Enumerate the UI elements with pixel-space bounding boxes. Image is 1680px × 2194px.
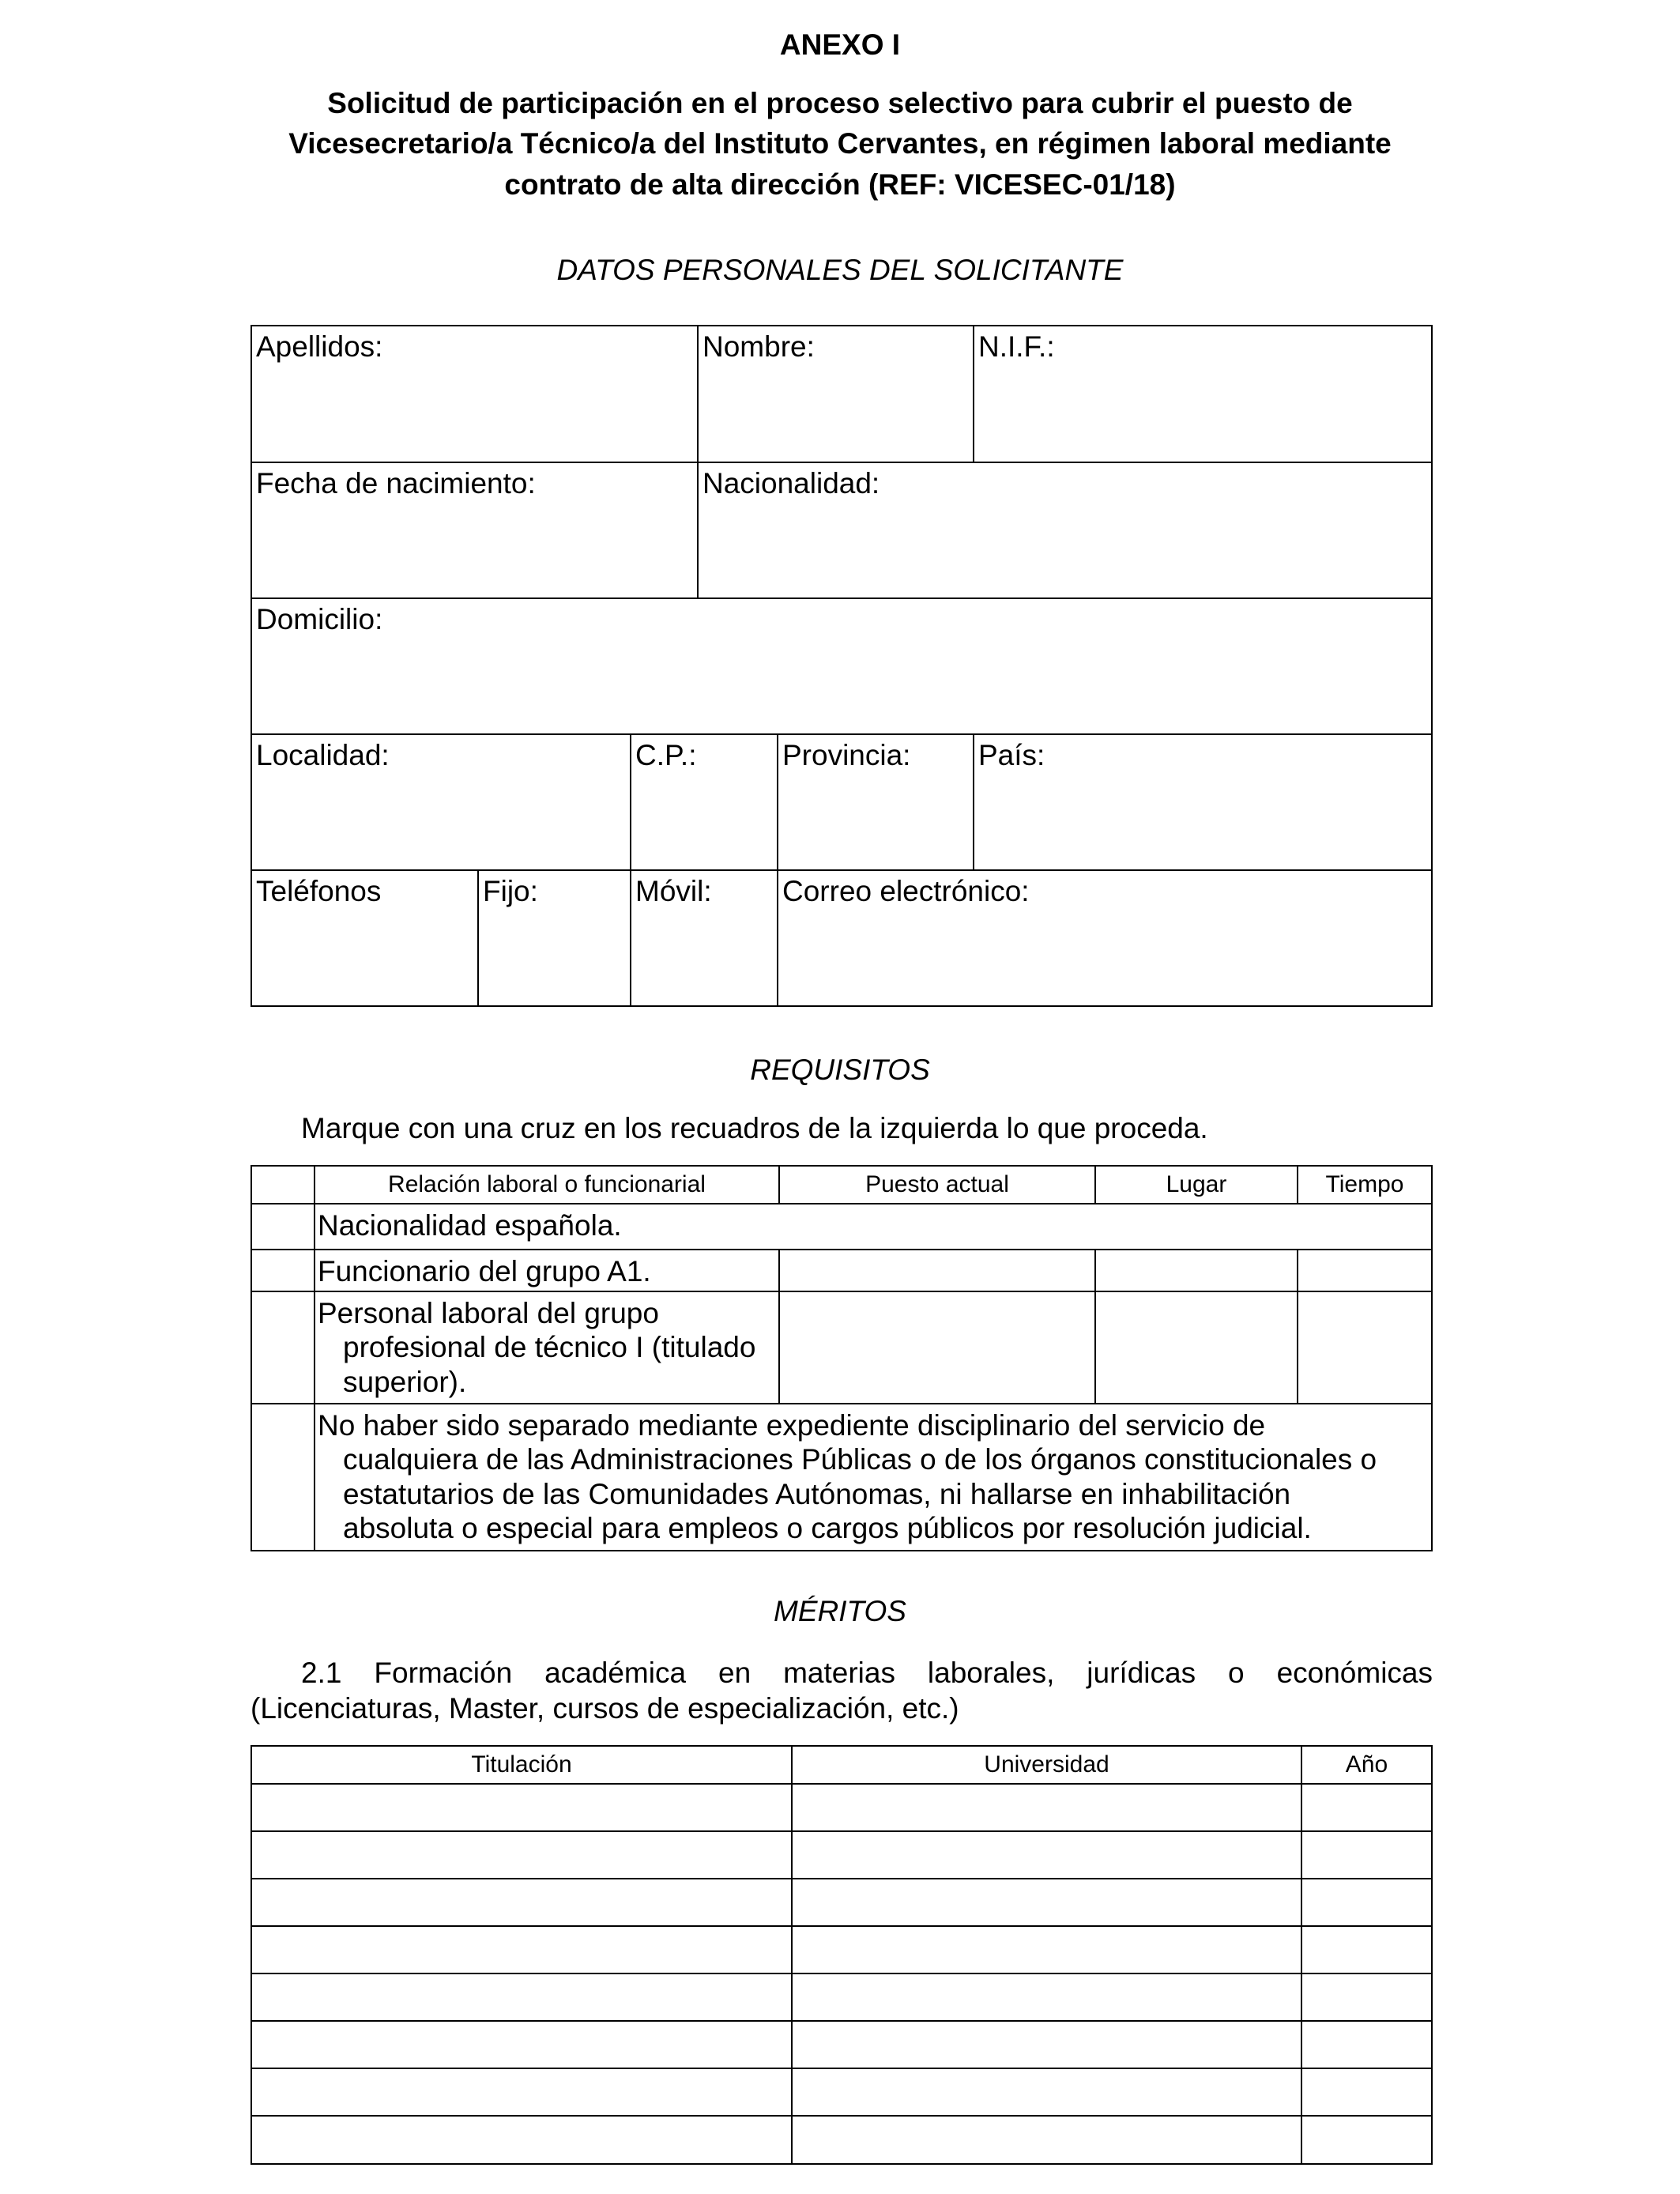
degree-cell <box>252 1879 791 1925</box>
table-header-row <box>252 1747 1431 1783</box>
requirement-text <box>314 1404 1431 1550</box>
locality-field: Localidad: <box>256 739 390 771</box>
table-row <box>252 326 1431 462</box>
university-cell <box>791 1785 1301 1830</box>
address-field: Domicilio: <box>256 603 383 635</box>
table-row <box>252 1403 1431 1550</box>
degree-cell <box>252 2117 791 2163</box>
surname-field: Apellidos: <box>256 330 383 363</box>
form-title-line: contrato de alta dirección (REF: VICESEC-01/18) <box>504 168 1176 201</box>
degree-cell <box>252 1832 791 1878</box>
university-cell <box>791 1879 1301 1925</box>
university-cell <box>791 1832 1301 1878</box>
column-header-degree: Titulación <box>471 1751 572 1777</box>
requirements-heading: REQUISITOS <box>750 1054 930 1086</box>
table-row <box>252 1830 1431 1878</box>
place-cell <box>1094 1250 1297 1291</box>
checkbox-column-header <box>252 1167 314 1203</box>
requirement-line: estatutarios de las Comunidades Autónomas, ni hallarse en inhabilitación <box>343 1477 1291 1510</box>
merits-intro-line: (Licenciaturas, Master, cursos de especialización, etc.) <box>250 1691 959 1725</box>
table-row <box>252 2068 1431 2115</box>
degree-cell <box>252 1785 791 1830</box>
merits-intro-line: 2.1 Formación académica en materias laborales, jurídicas o económicas <box>301 1657 1433 1689</box>
time-cell <box>1297 1250 1431 1291</box>
table-row <box>252 1925 1431 1973</box>
requirement-line: absoluta o especial para empleos o cargos públicos por resolución judicial. <box>343 1512 1312 1545</box>
email-field: Correo electrónico: <box>777 871 1431 1005</box>
table-row <box>252 869 1431 1005</box>
mobile-field: Móvil: <box>630 871 777 1005</box>
column-header-relation: Relación laboral o funcionarial <box>314 1167 778 1203</box>
requirements-instruction: Marque con una cruz en los recuadros de la izquierda lo que proceda. <box>301 1112 1208 1144</box>
year-cell <box>1301 1927 1431 1973</box>
birth-date-field: Fecha de nacimiento: <box>256 467 536 499</box>
table-row <box>252 1203 1431 1249</box>
requirement-line: superior). <box>343 1365 467 1398</box>
year-cell <box>1301 1785 1431 1830</box>
requirement-line: Personal laboral del grupo <box>318 1297 659 1329</box>
year-cell <box>1301 1879 1431 1925</box>
column-header-university: Universidad <box>791 1747 1301 1783</box>
requirement-text <box>314 1292 778 1403</box>
requirement-checkbox-cell <box>252 1292 314 1403</box>
table-row <box>252 1973 1431 2020</box>
requirement-line: profesional de técnico I (titulado <box>343 1331 756 1364</box>
merits-intro-paragraph <box>250 1656 1433 1726</box>
table-row <box>252 2020 1431 2068</box>
nationality-field: Nacionalidad: <box>697 463 1431 598</box>
year-cell <box>1301 2022 1431 2068</box>
annex-title: ANEXO I <box>779 28 901 61</box>
table-row <box>252 1249 1431 1291</box>
first-name-field: Nombre: <box>697 326 973 462</box>
table-row <box>252 598 1431 733</box>
phones-label: Teléfonos <box>256 875 382 907</box>
personal-data-heading: DATOS PERSONALES DEL SOLICITANTE <box>556 254 1124 286</box>
table-row <box>252 733 1431 869</box>
table-row <box>252 1291 1431 1403</box>
university-cell <box>791 1927 1301 1973</box>
requirement-checkbox-cell <box>252 1204 314 1249</box>
table-row <box>252 2115 1431 2163</box>
merits-heading: MÉRITOS <box>774 1595 906 1627</box>
position-cell <box>778 1292 1094 1403</box>
university-cell <box>791 2117 1301 2163</box>
country-field: País: <box>973 735 1431 869</box>
table-row <box>252 1878 1431 1925</box>
time-cell <box>1297 1292 1431 1403</box>
university-cell <box>791 2022 1301 2068</box>
requirement-text <box>314 1250 778 1291</box>
form-title-line: Vicesecretario/a Técnico/a del Instituto Cervantes, en régimen laboral mediante <box>288 127 1392 160</box>
requirement-line: No haber sido separado mediante expediente disciplinario del servicio de <box>318 1409 1266 1442</box>
column-header-place: Lugar <box>1094 1167 1297 1203</box>
degree-cell <box>252 2069 791 2115</box>
requirement-line: cualquiera de las Administraciones Públicas o de los órganos constitucionales o <box>343 1443 1377 1476</box>
table-row <box>252 1783 1431 1830</box>
landline-field: Fijo: <box>477 871 630 1005</box>
requirements-table <box>250 1165 1433 1551</box>
form-title-line: Solicitud de participación en el proceso selectivo para cubrir el puesto de <box>327 87 1353 119</box>
table-row <box>252 462 1431 598</box>
degree-cell <box>252 1927 791 1973</box>
year-cell <box>1301 2117 1431 2163</box>
requirement-checkbox-cell <box>252 1250 314 1291</box>
table-header-row <box>252 1167 1431 1203</box>
requirement-line: Nacionalidad española. <box>318 1209 622 1242</box>
province-field: Provincia: <box>777 735 973 869</box>
university-cell <box>791 2069 1301 2115</box>
column-header-position: Puesto actual <box>778 1167 1094 1203</box>
position-cell <box>778 1250 1094 1291</box>
year-cell <box>1301 2069 1431 2115</box>
place-cell <box>1094 1292 1297 1403</box>
degree-cell <box>252 2022 791 2068</box>
academic-training-table <box>250 1745 1433 2165</box>
column-header-year: Año <box>1301 1747 1431 1783</box>
requirement-checkbox-cell <box>252 1404 314 1550</box>
column-header-time: Tiempo <box>1297 1167 1431 1203</box>
form-title <box>0 83 1680 205</box>
postal-code-field: C.P.: <box>630 735 777 869</box>
year-cell <box>1301 1974 1431 2020</box>
requirement-line: Funcionario del grupo A1. <box>318 1255 651 1287</box>
requirement-text <box>314 1204 1431 1249</box>
degree-cell <box>252 1974 791 2020</box>
university-cell <box>791 1974 1301 2020</box>
personal-data-table <box>250 325 1433 1007</box>
year-cell <box>1301 1832 1431 1878</box>
nif-field: N.I.F.: <box>973 326 1431 462</box>
